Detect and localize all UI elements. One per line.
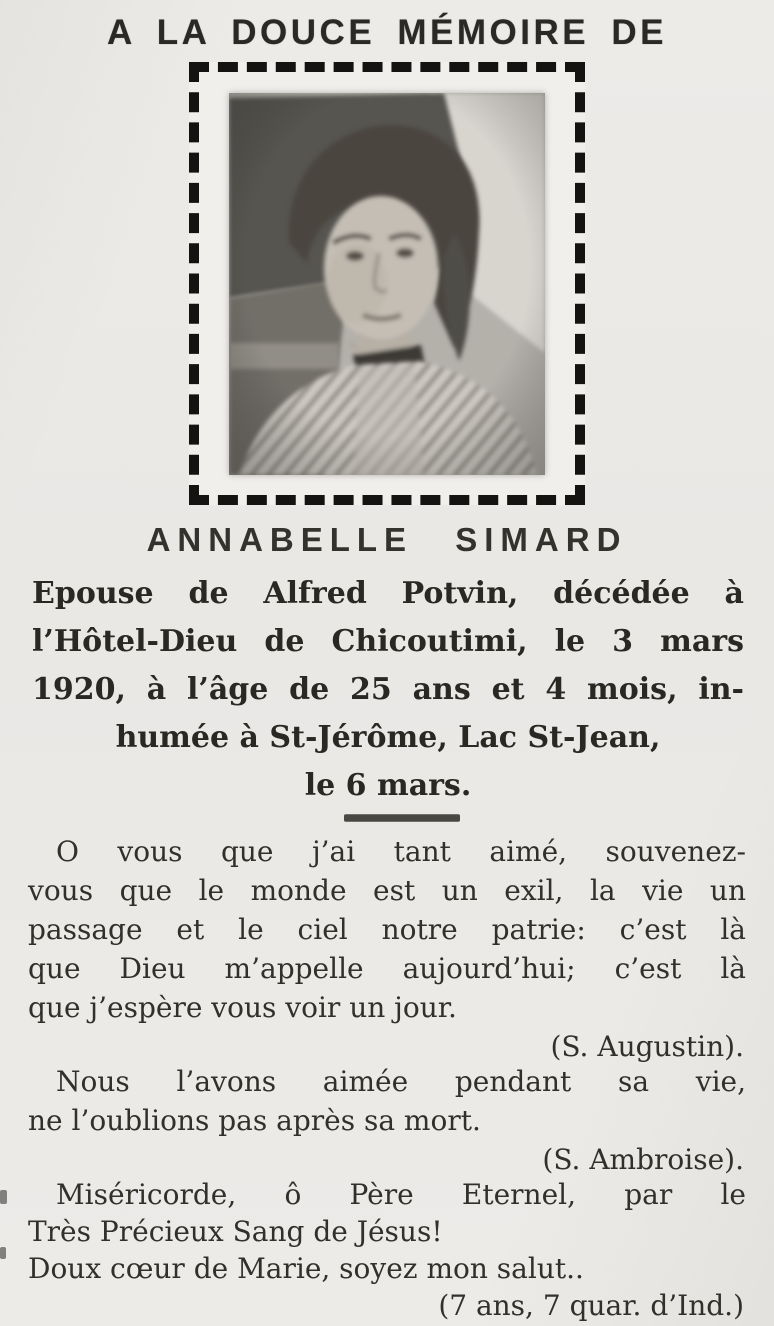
quote-ambroise bbox=[28, 1062, 746, 1179]
prayer-paragraph bbox=[28, 1176, 746, 1324]
prayer-line: Doux cœur de Marie, soyez mon salut.. bbox=[28, 1252, 584, 1285]
prayer-line: Très Précieux Sang de Jésus! bbox=[28, 1215, 443, 1248]
obituary-line: Epouse de Alfred Potvin, décédée à bbox=[32, 576, 744, 611]
card-header-title: A LA DOUCE MÉMOIRE DE bbox=[107, 13, 667, 52]
scan-artifact bbox=[0, 1247, 6, 1259]
quote-line: que Dieu m’appelle aujourd’hui; c’est là bbox=[28, 952, 746, 985]
obituary-line: 1920, à l’âge de 25 ans et 4 mois, in- bbox=[32, 672, 744, 707]
quote-line: que j’espère vous voir un jour. bbox=[28, 991, 457, 1024]
photo-frame bbox=[189, 62, 585, 505]
obituary-line: l’Hôtel-Dieu de Chicoutimi, le 3 mars bbox=[32, 624, 744, 659]
quote-line: Nous l’avons aimée pendant sa vie, bbox=[56, 1065, 746, 1098]
section-divider bbox=[344, 814, 460, 822]
scan-artifact bbox=[0, 1190, 7, 1204]
quote-line: O vous que j’ai tant aimé, souvenez- bbox=[56, 835, 746, 868]
indulgence-note: (7 ans, 7 quar. d’Ind.) bbox=[438, 1289, 744, 1322]
deceased-name: ANNABELLE SIMARD bbox=[146, 521, 628, 558]
obituary-line: le 6 mars. bbox=[304, 768, 472, 803]
obituary-line: humée à St-Jérôme, Lac St-Jean, bbox=[115, 720, 661, 755]
quote-attribution: (S. Augustin). bbox=[550, 1030, 744, 1063]
prayer-line: Miséricorde, ô Père Eternel, par le bbox=[56, 1178, 746, 1211]
portrait-photo bbox=[229, 93, 545, 475]
quote-augustin bbox=[28, 832, 746, 1066]
obituary-paragraph bbox=[32, 570, 744, 810]
quote-attribution: (S. Ambroise). bbox=[542, 1143, 744, 1176]
portrait-illustration bbox=[229, 93, 545, 475]
quote-line: passage et le ciel notre patrie: c’est là bbox=[28, 913, 746, 946]
quote-line: ne l’oublions pas après sa mort. bbox=[28, 1104, 481, 1137]
quote-line: vous que le monde est un exil, la vie un bbox=[28, 874, 746, 907]
